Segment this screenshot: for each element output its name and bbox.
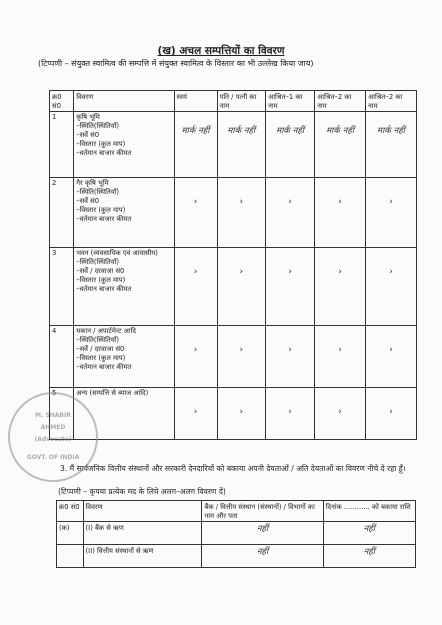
header-dependent-2: आश्रित–2 का नाम (315, 91, 366, 112)
row-description (74, 112, 174, 178)
description-line: मकान / अपार्टमेन्ट आदि (76, 327, 136, 335)
handwritten-entry: नहीं (256, 547, 269, 557)
handwritten-entry: › (239, 197, 244, 207)
handwritten-entry: › (193, 345, 198, 355)
value-cell (174, 326, 217, 388)
value-cell (315, 112, 366, 178)
row-label: (I) बैंक से ऋण (83, 522, 202, 545)
handwritten-entry: › (288, 345, 292, 355)
handwritten-entry: › (389, 197, 393, 207)
table-header-row (57, 501, 416, 522)
value-cell (266, 178, 315, 248)
description-line: –विस्तार (कुल माप) (76, 206, 126, 214)
description-line: –स्थिति(स्थितियॉं) (76, 258, 120, 266)
header-serial: क्र0 सं0 (50, 91, 74, 112)
stamp-text: M. SHABIR (35, 412, 71, 419)
stamp-text: GOVT. OF INDIA (26, 454, 80, 461)
handwritten-entry: नहीं (256, 524, 269, 534)
description-line: –सर्वे सं0 (76, 131, 100, 139)
description-line: गैर कृषि भूमि (76, 179, 109, 187)
row-serial: 2 (50, 178, 74, 248)
row-serial: 4 (50, 326, 74, 388)
value-cell (366, 326, 417, 388)
table-row (50, 326, 417, 388)
handwritten-entry: › (239, 345, 244, 355)
value-cell (217, 178, 266, 248)
handwritten-entry: › (338, 345, 342, 355)
value-cell (266, 326, 315, 388)
handwritten-entry: › (389, 407, 393, 417)
description-line: –स्थिति(स्थितियॉं) (76, 122, 120, 130)
row-label: (II) वित्तीय संस्थानों से ऋण (83, 545, 202, 568)
liabilities-paragraph: 3. मैं सार्वजनिक वित्तीय संस्थानों और सरकारी देनदारियों को बकाया अपनी देयताओं / अति देयताओं का विवरण नीचे दे रहा हूँ। (60, 464, 406, 473)
handwritten-entry: › (193, 197, 198, 207)
row-description (74, 248, 174, 326)
handwritten-entry: मार्क नहीं (377, 126, 405, 136)
handwritten-entry: › (239, 407, 244, 417)
table-row (57, 545, 416, 568)
row-description (74, 178, 174, 248)
description-line: –वर्तमान बाजार कीमत (76, 363, 132, 371)
value-cell (266, 388, 315, 440)
liabilities-note: (टिप्पणी – कृपया प्रत्येक मद के लिये अलग–अलग विवरण दें) (58, 487, 226, 496)
value-cell (366, 112, 417, 178)
handwritten-entry: › (389, 345, 393, 355)
handwritten-entry: › (288, 267, 292, 277)
value-cell (366, 178, 417, 248)
header-amount: दिनांक ............ को बकाया राशि (323, 501, 415, 522)
value-cell (217, 388, 266, 440)
table-row (50, 112, 417, 178)
handwritten-entry: › (288, 197, 292, 207)
header-dependent-1: आश्रित–1 का नाम (266, 91, 315, 112)
value-cell (315, 178, 366, 248)
description-line: अन्य (सम्पत्ति से ब्याज आदि) (76, 389, 149, 397)
row-serial: 3 (50, 248, 74, 326)
description-line: कृषि भूमि (76, 113, 100, 121)
value-cell (217, 248, 266, 326)
header-description: विवरण (83, 501, 202, 522)
value-cell (315, 248, 366, 326)
header-description: विवरण (74, 91, 174, 112)
value-cell (217, 326, 266, 388)
header-self: स्वयं (174, 91, 217, 112)
header-bank: बैंक / वित्तीय संस्थान (संस्थानों) / विभागों का नाम और पता (202, 501, 323, 522)
value-cell (266, 248, 315, 326)
value-cell (217, 112, 266, 178)
description-line: –स्थिति(स्थितियॉं) (76, 336, 120, 344)
page-note: (टिप्पणी – संयुक्त स्वामित्व की सम्पत्ति में संयुक्त स्वामित्व के विस्तार का भी उल्लेख किया जाय) (38, 59, 314, 68)
table-row (50, 388, 417, 440)
header-spouse: पति / पत्नी का नाम (217, 91, 266, 112)
value-cell (174, 248, 217, 326)
value-cell (174, 178, 217, 248)
handwritten-entry: › (389, 267, 393, 277)
table-row (57, 522, 416, 545)
notary-stamp (8, 392, 98, 482)
table-row (50, 178, 417, 248)
handwritten-entry: नहीं (363, 547, 375, 557)
handwritten-entry: नहीं (363, 524, 375, 534)
description-line: –वर्तमान बाजार कीमत (76, 149, 132, 157)
description-line: –विस्तार (कुल माप) (76, 276, 126, 284)
description-line: –वर्तमान बाजार कीमत (76, 285, 132, 293)
stamp-text: (Advocate) (34, 436, 72, 443)
description-line: भवन (व्यवसायिक एवं आवासीय) (76, 249, 158, 257)
handwritten-entry: मार्क नहीं (227, 126, 256, 136)
handwritten-entry: मार्क नहीं (181, 126, 210, 136)
handwritten-entry: मार्क नहीं (326, 126, 355, 136)
handwritten-entry: › (338, 407, 342, 417)
handwritten-entry: › (193, 407, 198, 417)
handwritten-entry: › (338, 267, 342, 277)
description-line: –सर्वे / दरवाजा सं0 (76, 267, 125, 275)
handwritten-entry: › (193, 267, 198, 277)
description-line: –विस्तार (कुल माप) (76, 140, 126, 148)
page-title: (ख) अचल सम्पत्तियों का विवरण (157, 45, 285, 57)
stamp-text: AHMED (40, 424, 66, 431)
handwritten-entry: › (239, 267, 244, 277)
liabilities-table (56, 500, 416, 568)
immovable-assets-table (49, 90, 417, 440)
value-cell (174, 388, 217, 440)
header-dependent-3: आश्रित–2 का नाम (366, 91, 417, 112)
row-description (74, 326, 174, 388)
value-cell (366, 248, 417, 326)
description-line: –सर्वे / दरवाजा सं0 (76, 345, 125, 353)
row-serial: 1 (50, 112, 74, 178)
description-line: –वर्तमान बाजार कीमत (76, 215, 132, 223)
value-cell (315, 326, 366, 388)
row-serial: 5 (50, 388, 74, 440)
description-line: –स्थिति(स्थितियॉं) (76, 188, 120, 196)
description-line: –विस्तार (कुल माप) (76, 354, 126, 362)
row-serial: (क) (57, 522, 84, 545)
table-row (50, 248, 417, 326)
value-cell (174, 112, 217, 178)
row-serial (57, 545, 84, 568)
handwritten-entry: मार्क नहीं (276, 126, 305, 136)
value-cell (266, 112, 315, 178)
table-header-row (50, 91, 417, 112)
description-line: –सर्वे सं0 (76, 197, 100, 205)
value-cell (315, 388, 366, 440)
header-serial: क्र0 सं0 (57, 501, 84, 522)
value-cell (366, 388, 417, 440)
handwritten-entry: › (338, 197, 342, 207)
handwritten-entry: › (288, 407, 292, 417)
